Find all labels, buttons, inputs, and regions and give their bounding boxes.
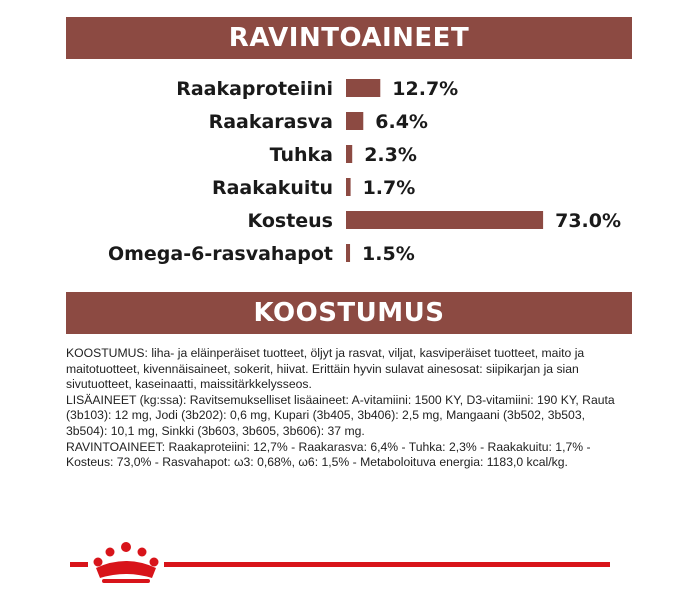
crown-icon: [88, 536, 164, 586]
nutrient-bar-chart: [0, 70, 696, 280]
bar: [346, 145, 352, 163]
composition-text: [66, 346, 626, 471]
composition-title: KOOSTUMUS: [253, 298, 445, 328]
bar: [346, 79, 380, 97]
category-label: Raakarasva: [208, 111, 333, 133]
value-label: 2.3%: [364, 144, 417, 166]
additives-paragraph: LISÄAINEET (kg:ssa): Ravitsemukselliset lisäaineet: A-vitamiini: 1500 KY, D3-vitamiini: 190 KY, Rauta (3b103): 12 mg, Jodi (3b202): 0,6 mg, Kupari (3b405, 3b406): 2,5 mg, Mangaani (3b502, 3b503, 3b504): 10,1 mg, Sinkki (3b603, 3b605, 3b606): 37 mg.: [66, 392, 615, 438]
value-label: 73.0%: [555, 210, 622, 232]
category-label: Kosteus: [247, 210, 333, 232]
value-label: 6.4%: [375, 111, 428, 133]
category-label: Raakaproteiini: [176, 78, 333, 100]
composition-paragraph: KOOSTUMUS: liha- ja eläinperäiset tuotteet, öljyt ja rasvat, viljat, kasviperäiset tuotteet, maito ja maitotuotteet, kivennäisaineet, sokerit, hiivat. Erittäin hyvin sulavat ainesosat: siipikarjan ja sian sivutuotteet, kaseinaatti, maissitärkkelysseos.: [66, 346, 585, 392]
bar: [346, 211, 543, 229]
value-label: 12.7%: [392, 78, 459, 100]
bar: [346, 112, 363, 130]
category-label: Omega-6-rasvahapot: [107, 243, 333, 265]
category-label: Raakakuitu: [211, 177, 333, 199]
analytical-constituents-paragraph: RAVINTOAINEET: Raakaproteiini: 12,7% - Raakarasva: 6,4% - Tuhka: 2,3% - Raakakuitu: 1,7% - Kosteus: 73,0% - Rasvahapot: ω3: 0,68%, ω6: 1,5% - Metaboloituva energia: 1183,0 kcal/kg.: [66, 439, 591, 470]
value-label: 1.5%: [362, 243, 415, 265]
nutrients-title: RAVINTOAINEET: [228, 23, 470, 53]
bar: [346, 244, 350, 262]
value-label: 1.7%: [362, 177, 416, 199]
composition-header: [66, 292, 632, 334]
bar: [346, 178, 351, 196]
category-label: Tuhka: [269, 144, 333, 166]
nutrients-header: [66, 17, 632, 59]
